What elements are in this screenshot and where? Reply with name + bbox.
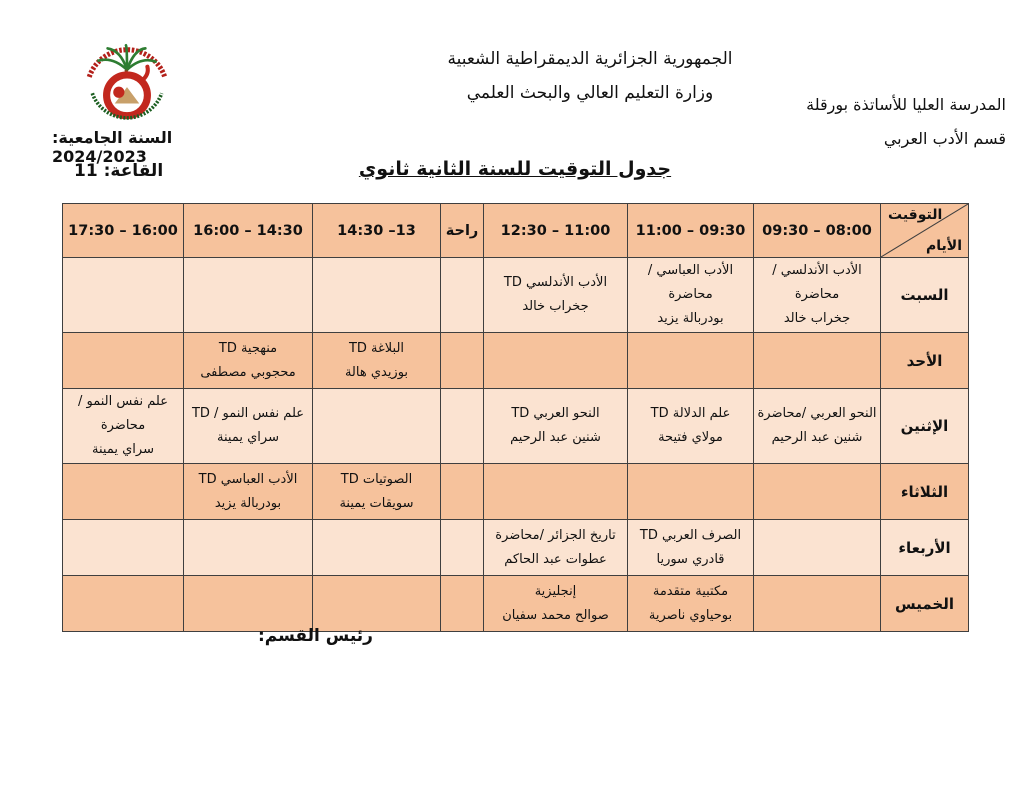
- course-title: الصرف العربي TD: [639, 527, 742, 543]
- course-title: إنجليزية: [534, 583, 577, 599]
- school-logo-icon: [76, 36, 178, 124]
- time-slot-header: 09:30 – 08:00: [754, 204, 881, 258]
- course-title: علم الدلالة TD: [650, 406, 731, 422]
- course-title: تاريخ الجزائر /محاضرة: [495, 527, 616, 543]
- empty-cell: [313, 258, 441, 333]
- course-cell: [484, 576, 628, 632]
- empty-cell: [63, 576, 184, 632]
- teacher-name: بودربالة يزيد: [657, 311, 724, 327]
- course-cell: [754, 389, 881, 464]
- course-title: البلاغة TD: [348, 340, 405, 356]
- empty-cell: [63, 333, 184, 389]
- teacher-name: جخراب خالد: [783, 311, 851, 327]
- empty-cell: [184, 258, 313, 333]
- day-row: [63, 464, 969, 520]
- empty-cell: [484, 464, 628, 520]
- course-cell: [754, 258, 881, 333]
- republic-line: الجمهورية الجزائرية الديمقراطية الشعبية: [447, 49, 733, 69]
- time-slot-header: 17:30 – 16:00: [63, 204, 184, 258]
- empty-cell: [754, 464, 881, 520]
- course-cell: [484, 389, 628, 464]
- empty-cell: [484, 333, 628, 389]
- teacher-name: قادري سوريا: [656, 551, 725, 567]
- logo-calligraphy-stroke: [141, 67, 148, 81]
- empty-cell: [754, 520, 881, 576]
- course-title: علم نفس النمو /محاضرة: [78, 394, 168, 434]
- signature-label: رئيس القسم:: [258, 626, 373, 646]
- course-title: الأدب العباسي /محاضرة: [647, 263, 734, 303]
- department-line: قسم الأدب العربي: [883, 128, 1006, 148]
- empty-cell: [184, 576, 313, 632]
- corner-label-time: التوقيت: [888, 207, 943, 223]
- corner-header-cell: [881, 204, 969, 258]
- day-row: [63, 520, 969, 576]
- empty-cell: [441, 520, 484, 576]
- course-cell: [184, 333, 313, 389]
- school-line: المدرسة العليا للأساتذة بورقلة: [806, 95, 1006, 114]
- empty-cell: [441, 389, 484, 464]
- teacher-name: سراي يمينة: [92, 442, 154, 458]
- teacher-name: شنين عبد الرحيم: [510, 430, 601, 446]
- course-title: الصوتيات TD: [340, 471, 413, 487]
- teacher-name: عطوات عبد الحاكم: [504, 551, 607, 567]
- course-cell: [628, 258, 754, 333]
- empty-cell: [441, 258, 484, 333]
- day-header-cell: الإثنين: [881, 389, 969, 464]
- course-title: منهجية TD: [218, 340, 278, 356]
- empty-cell: [63, 258, 184, 333]
- time-slot-header: راحة: [441, 204, 484, 258]
- course-cell: [628, 520, 754, 576]
- corner-label-days: الأيام: [926, 238, 962, 254]
- course-cell: [484, 520, 628, 576]
- teacher-name: محجوبي مصطفى: [200, 364, 296, 380]
- time-slot-header: 14:30 –13: [313, 204, 441, 258]
- time-slot-header: 11:00 – 09:30: [628, 204, 754, 258]
- teacher-name: بوحياوي ناصرية: [648, 607, 733, 623]
- course-title: النحو العربي TD: [511, 406, 600, 422]
- empty-cell: [441, 576, 484, 632]
- day-row: [63, 258, 969, 333]
- day-header-cell: الخميس: [881, 576, 969, 632]
- day-header-cell: الأربعاء: [881, 520, 969, 576]
- teacher-name: بوزيدي هالة: [344, 364, 409, 380]
- teacher-name: صوالح محمد سفيان: [502, 607, 609, 623]
- course-title: النحو العربي /محاضرة: [757, 406, 877, 422]
- teacher-name: بودربالة يزيد: [214, 495, 282, 511]
- teacher-name: شنين عبد الرحيم: [771, 430, 863, 446]
- empty-cell: [441, 464, 484, 520]
- empty-cell: [754, 333, 881, 389]
- room-label: القاعة: 11: [74, 161, 164, 181]
- course-title: مكتبية متقدمة: [652, 583, 729, 599]
- school-header: [706, 88, 1006, 155]
- day-row: [63, 389, 969, 464]
- course-title: علم نفس النمو / TD: [191, 406, 305, 422]
- course-cell: [313, 464, 441, 520]
- empty-cell: [628, 333, 754, 389]
- course-cell: [63, 389, 184, 464]
- course-title: الأدب العباسي TD: [198, 471, 298, 487]
- time-slot-header: 16:00 – 14:30: [184, 204, 313, 258]
- day-row: [63, 576, 969, 632]
- empty-cell: [754, 576, 881, 632]
- academic-year: السنة الجامعية: 2024/2023: [52, 128, 173, 166]
- teacher-name: مولاي فتيحة: [658, 430, 723, 446]
- teacher-name: سراي يمينة: [217, 430, 279, 446]
- empty-cell: [63, 520, 184, 576]
- timetable: [62, 203, 969, 632]
- day-row: [63, 333, 969, 389]
- day-header-cell: الأحد: [881, 333, 969, 389]
- logo-red-dot: [113, 87, 124, 98]
- empty-cell: [628, 464, 754, 520]
- empty-cell: [441, 333, 484, 389]
- empty-cell: [313, 576, 441, 632]
- day-header-cell: السبت: [881, 258, 969, 333]
- course-cell: [628, 389, 754, 464]
- teacher-name: جخراب خالد: [522, 299, 589, 315]
- course-cell: [313, 333, 441, 389]
- course-title: الأدب الأندلسي TD: [503, 275, 608, 291]
- empty-cell: [184, 520, 313, 576]
- ministry-line: وزارة التعليم العالي والبحث العلمي: [466, 83, 714, 103]
- course-title: الأدب الأندلسي /محاضرة: [772, 263, 862, 303]
- course-cell: [484, 258, 628, 333]
- teacher-name: سويقات يمينة: [339, 495, 414, 511]
- course-cell: [628, 576, 754, 632]
- empty-cell: [313, 389, 441, 464]
- course-cell: [184, 389, 313, 464]
- empty-cell: [63, 464, 184, 520]
- time-slot-header: 12:30 – 11:00: [484, 204, 628, 258]
- time-header-row: [63, 204, 969, 258]
- page-title: جدول التوقيت للسنة الثانية ثانوي: [358, 158, 672, 180]
- empty-cell: [313, 520, 441, 576]
- day-header-cell: الثلاثاء: [881, 464, 969, 520]
- course-cell: [184, 464, 313, 520]
